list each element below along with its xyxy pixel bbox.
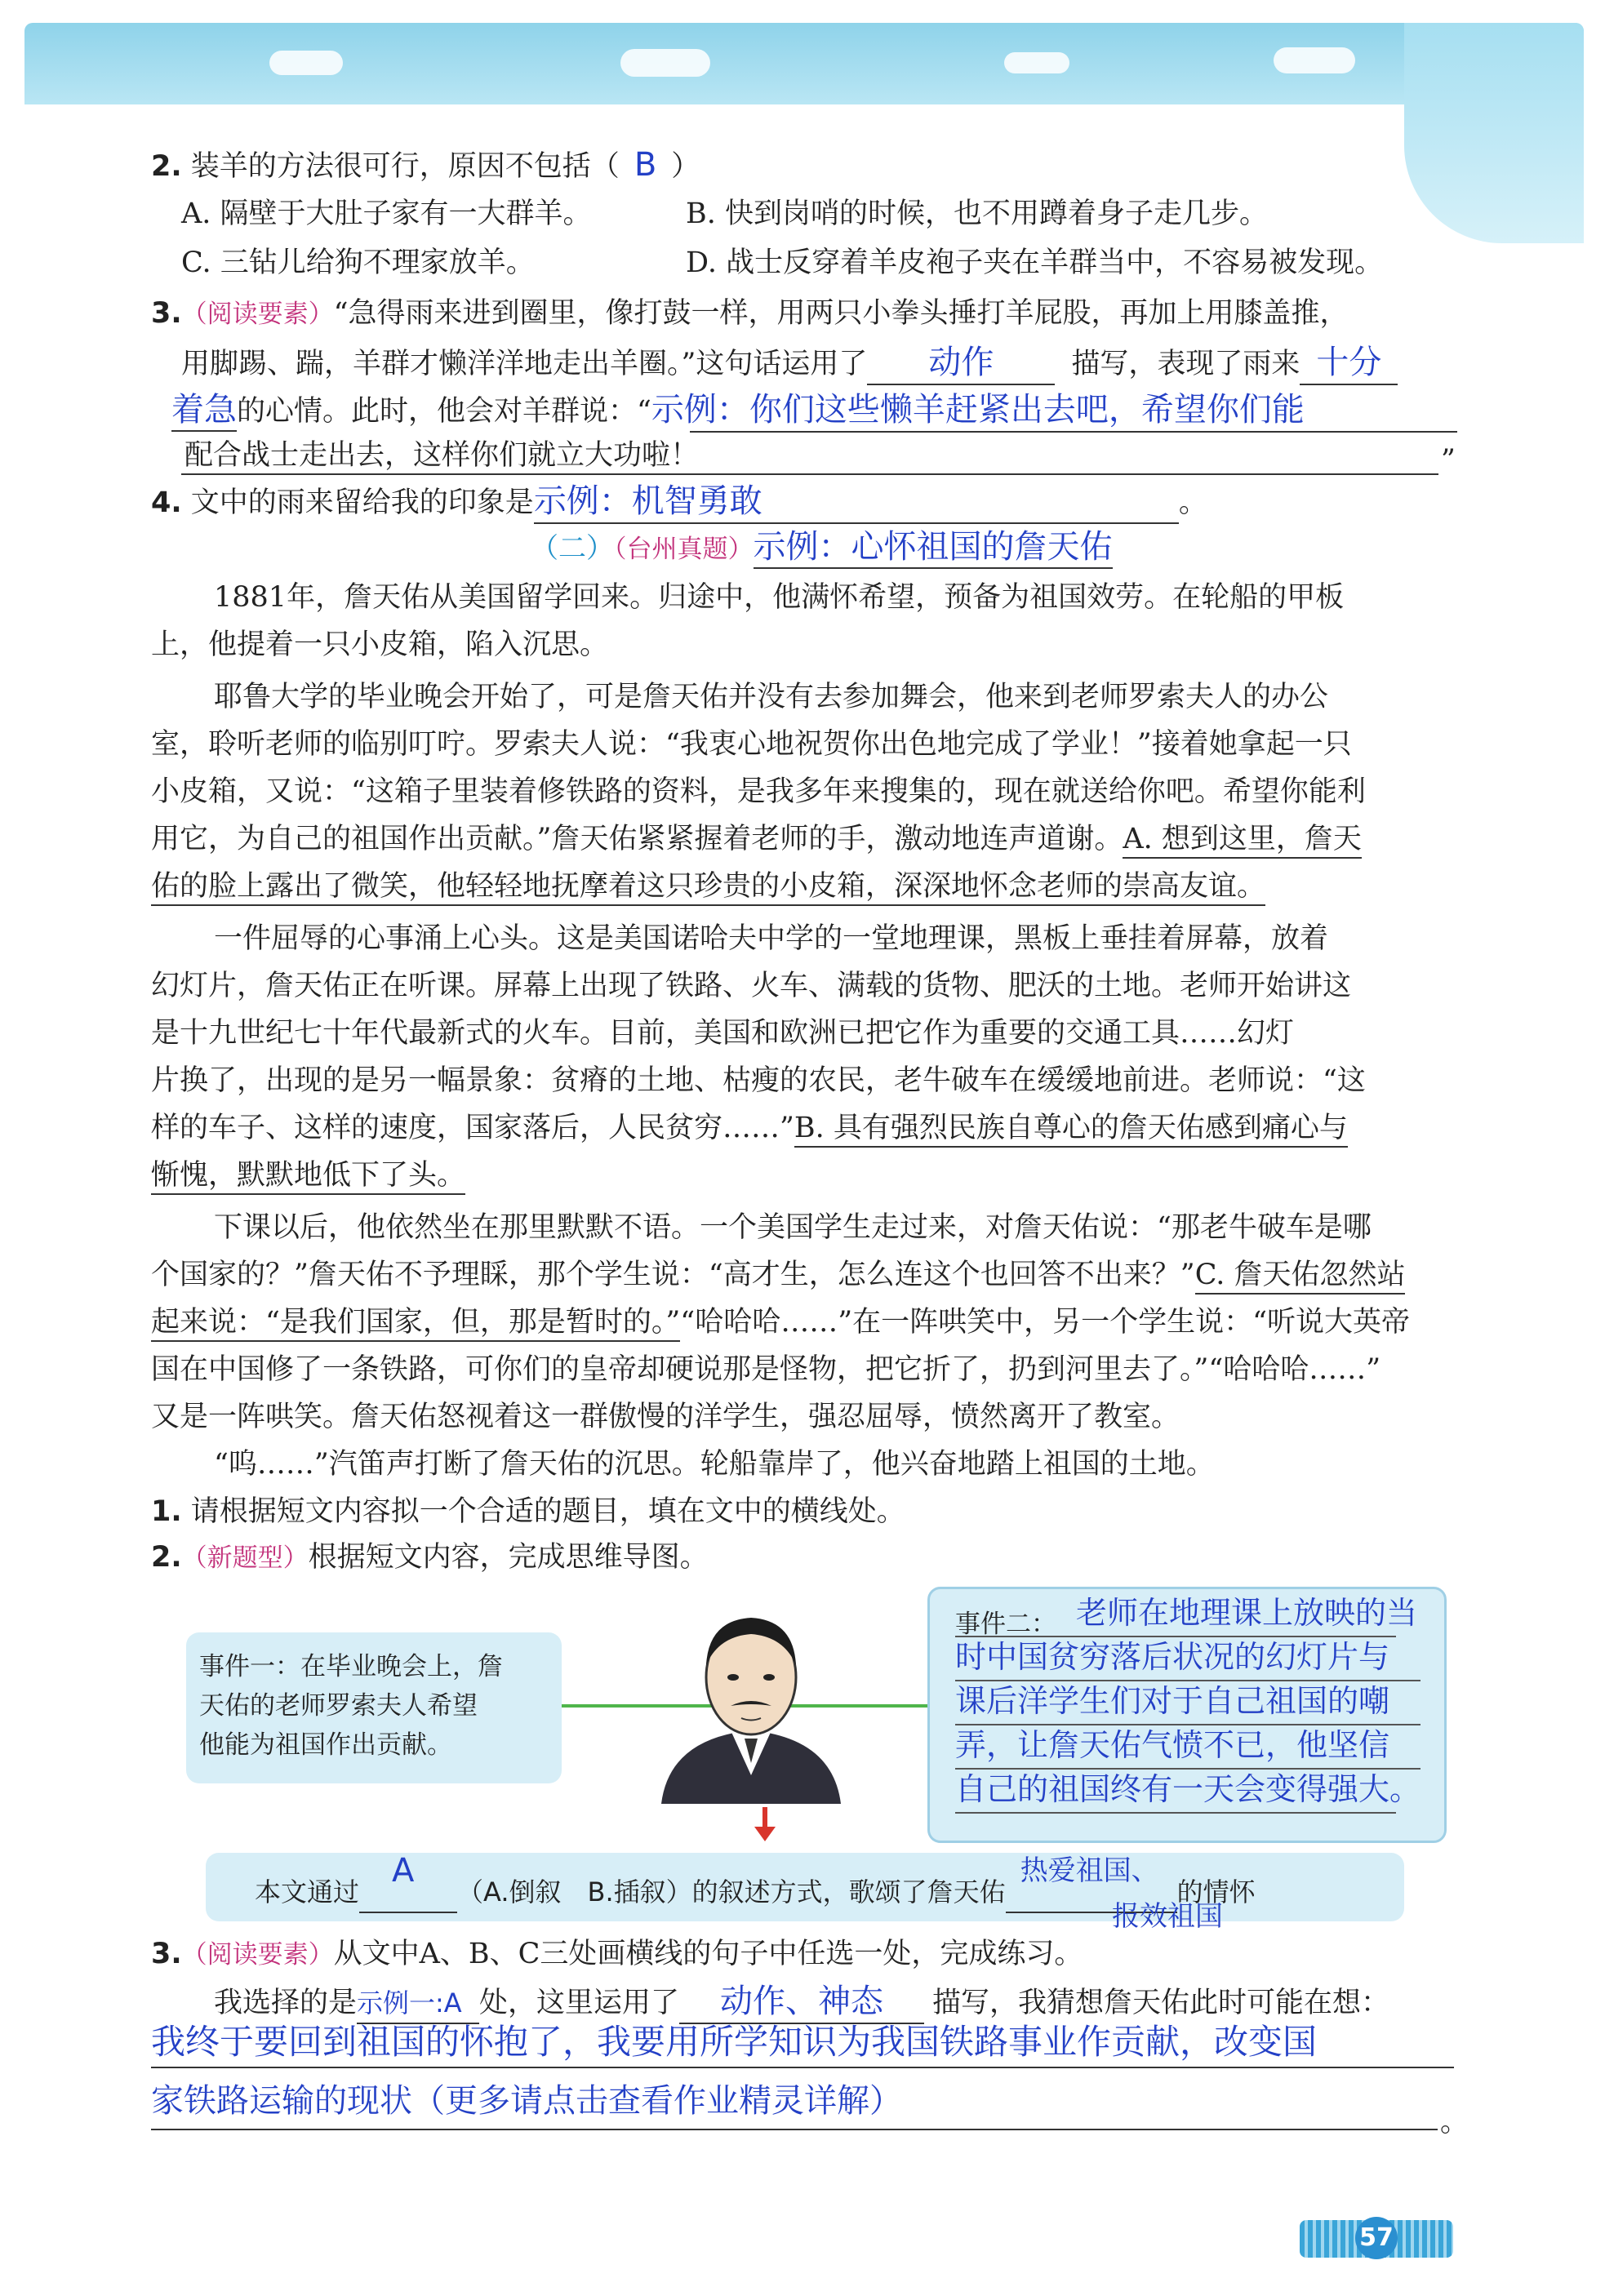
summary-answer-feeling-b: 报效祖国 bbox=[1112, 1900, 1223, 1933]
passage-line: 耶鲁大学的毕业晚会开始了，可是詹天佑并没有去参加舞会，他来到老师罗索夫人的办公 bbox=[214, 681, 1329, 713]
passage-line: 一件屈辱的心事涌上心头。这是美国诺哈夫中学的一堂地理课，黑板上垂挂着屏幕，放着 bbox=[214, 922, 1329, 955]
section2-heading: （二）（台州真题）示例：心怀祖国的詹天佑 bbox=[531, 527, 1113, 569]
passage-line: 又是一阵哄笑。詹天佑怒视着这一群傲慢的洋学生，强忍屈辱，愤然离开了教室。 bbox=[151, 1401, 1180, 1433]
q2-option-b: B. 快到岗哨的时候，也不用蹲着身子走几步。 bbox=[686, 198, 1268, 230]
q3-line3: 着急的心情。此时，他会对羊群说：“示例：你们这些懒羊赶紧出去吧，希望你们能 bbox=[171, 390, 1305, 431]
q3-answer-speech-b: 配合战士走出去，这样你们就立大功啦！ bbox=[185, 439, 700, 472]
arrow-down-icon bbox=[762, 1807, 767, 1828]
q2-stem: 2. 装羊的方法很可行，原因不包括（ B ） bbox=[151, 146, 700, 184]
cloud-decoration bbox=[269, 51, 343, 75]
answer-line bbox=[690, 431, 1457, 433]
q3-answer-feeling-a: 十分 bbox=[1316, 344, 1382, 381]
summary-line: 本文通过 A （A.倒叙 B.插叙）的叙述方式，歌颂了詹天佑 热爱祖国、 的情怀 bbox=[255, 1872, 1256, 1913]
passage-line bbox=[151, 1156, 465, 1195]
cloud-decoration bbox=[1004, 52, 1069, 73]
q4-answer: 示例：机智勇敢 bbox=[533, 482, 762, 520]
event2-line: 自己的祖国终有一天会变得强大。 bbox=[955, 1771, 1421, 1807]
passage-line: 下课以后，他依然坐在那里默默不语。一个美国学生走过来，对詹天佑说：“那老牛破车是哪 bbox=[214, 1211, 1372, 1244]
q3-line2: 用脚踢、踹，羊群才懒洋洋地走出羊圈。”这句话运用了 动作 描写，表现了雨来 十分 bbox=[181, 343, 1398, 385]
q2-answer: B bbox=[634, 146, 657, 184]
passage-line: 起来说：“是我们国家，但，那是暂时的。”“哈哈哈……”在一阵哄笑中，另一个学生说：“听说大英帝 bbox=[151, 1303, 1410, 1342]
event2-line: 老师在地理课上放映的当 bbox=[1076, 1595, 1418, 1631]
answer-line bbox=[955, 1812, 1396, 1814]
passage-line: 样的车子、这样的速度，国家落后，人民贫穷……”B. 具有强烈民族自尊心的詹天佑感到痛心与 bbox=[151, 1108, 1348, 1148]
cloud-decoration bbox=[1274, 47, 1355, 73]
portrait-zhan-tianyou bbox=[645, 1600, 857, 1804]
answer-line bbox=[955, 1724, 1420, 1725]
answer-line bbox=[955, 1768, 1420, 1770]
answer-line bbox=[151, 2129, 1438, 2130]
mindmap-event1-box: 事件一：在毕业晚会上，詹 天佑的老师罗索夫人希望 他能为祖国作出贡献。 bbox=[186, 1632, 562, 1783]
event2-label: 事件二： bbox=[955, 1610, 1056, 1639]
q3-tag: （阅读要素） bbox=[181, 300, 334, 329]
summary-answer-feeling-a: 热爱祖国、 bbox=[1020, 1854, 1159, 1887]
page-number: 57 bbox=[1355, 2217, 1398, 2259]
s2-q3-end: 。 bbox=[1440, 2106, 1469, 2138]
passage-line: 幻灯片，詹天佑正在听课。屏幕上出现了铁路、火车、满载的货物、肥沃的土地。老师开始讲这 bbox=[151, 970, 1352, 1002]
q2-option-c: C. 三钻儿给狗不理家放羊。 bbox=[181, 246, 535, 279]
passage-line bbox=[151, 867, 1265, 906]
s2-q3-answer-line1: 我终于要回到祖国的怀抱了，我要用所学知识为我国铁路事业作贡献，改变国 bbox=[151, 2022, 1318, 2062]
passage-line: “呜……”汽笛声打断了詹天佑的沉思。轮船靠岸了，他兴奋地踏上祖国的土地。 bbox=[214, 1448, 1215, 1481]
answer-line bbox=[955, 1680, 1420, 1681]
s2-q3-answer-method: 动作、神态 bbox=[720, 1983, 884, 2020]
underlined-sentence-b: B. 具有强烈民族自尊心的詹天佑感到痛心与 bbox=[794, 1112, 1348, 1148]
passage-line: 小皮箱，又说：“这箱子里装着修铁路的资料，是我多年来搜集的，现在就送给你吧。希望你能利 bbox=[151, 775, 1366, 808]
passage-line: 国在中国修了一条铁路，可你们的皇帝却硬说那是怪物，把它折了，扔到河里去了。”“哈哈哈……” bbox=[151, 1353, 1381, 1386]
section2-title-answer: 示例：心怀祖国的詹天佑 bbox=[754, 528, 1113, 569]
answer-line bbox=[181, 473, 1438, 475]
summary-answer-method: A bbox=[392, 1852, 415, 1890]
cloud-decoration bbox=[620, 49, 710, 77]
s2-q3-answer-line2: 家铁路运输的现状（更多请点击查看作业精灵详解） bbox=[151, 2082, 902, 2120]
s2-q2: 2.（新题型）根据短文内容，完成思维导图。 bbox=[151, 1541, 709, 1574]
q3-answer-feeling-b: 着急 bbox=[171, 391, 237, 432]
passage-line: 上，他提着一只小皮箱，陷入沉思。 bbox=[151, 628, 609, 661]
underlined-sentence-c: C. 詹天佑忽然站 bbox=[1195, 1259, 1406, 1295]
event2-line: 弄，让詹天佑气愤不已，他坚信 bbox=[955, 1727, 1390, 1763]
s2-q1: 1. 请根据短文内容拟一个合适的题目，填在文中的横线处。 bbox=[151, 1495, 905, 1528]
q2-option-d: D. 战士反穿着羊皮袍子夹在羊群当中，不容易被发现。 bbox=[686, 246, 1384, 279]
s2-q3-answer-choice: 示例一:A bbox=[357, 1987, 462, 2018]
q3-close-quote: ” bbox=[1441, 444, 1456, 477]
s2-q3: 3.（阅读要素）从文中A、B、C三处画横线的句子中任选一处，完成练习。 bbox=[151, 1938, 1083, 1970]
q3-answer-speech-a: 示例：你们这些懒羊赶紧出去吧，希望你们能 bbox=[651, 391, 1305, 429]
passage-line: 是十九世纪七十年代最新式的火车。目前，美国和欧洲已把它作为重要的交通工具……幻灯 bbox=[151, 1017, 1295, 1050]
answer-line bbox=[955, 1636, 1396, 1637]
header-banner-corner bbox=[1404, 23, 1584, 243]
event2-line: 课后洋学生们对于自己祖国的嘲 bbox=[955, 1683, 1390, 1719]
arrow-down-head-icon bbox=[754, 1827, 776, 1841]
underlined-sentence-c-cont: 起来说：“是我们国家，但，那是暂时的。” bbox=[151, 1306, 680, 1342]
passage-line: 室，聆听老师的临别叮咛。罗索夫人说：“我衷心地祝贺你出色地完成了学业！”接着她拿起一只 bbox=[151, 728, 1352, 761]
answer-line bbox=[151, 2067, 1454, 2068]
passage-line: 个国家的？”詹天佑不予理睬，那个学生说：“高才生，怎么连这个也回答不出来？”C. 詹天佑忽然站 bbox=[151, 1255, 1405, 1295]
passage-line: 片换了，出现的是另一幅景象：贫瘠的土地、枯瘦的农民，老牛破车在缓缓地前进。老师说：“这 bbox=[151, 1064, 1366, 1097]
s2-q3-line2: 我选择的是示例一:A 处，这里运用了 动作、神态 描写，我猜想詹天佑此时可能在想： bbox=[214, 1982, 1389, 2024]
q4-line: 4. 文中的雨来留给我的印象是示例：机智勇敢 。 bbox=[151, 482, 1207, 524]
q2-option-a: A. 隔壁于大肚子家有一大群羊。 bbox=[181, 198, 592, 230]
underlined-sentence-b-cont: 惭愧，默默地低下了头。 bbox=[151, 1159, 465, 1195]
event2-line: 时中国贫穷落后状况的幻灯片与 bbox=[955, 1639, 1390, 1675]
passage-line: 1881年，詹天佑从美国留学回来。归途中，他满怀希望，预备为祖国效劳。在轮船的甲板 bbox=[214, 581, 1345, 614]
underlined-sentence-a: A. 想到这里，詹天 bbox=[1123, 823, 1362, 859]
passage-line: 用它，为自己的祖国作出贡献。”詹天佑紧紧握着老师的手，激动地连声道谢。A. 想到这里，詹天 bbox=[151, 819, 1362, 859]
q3-answer-method: 动作 bbox=[928, 344, 994, 381]
q3-line1: 3.（阅读要素）“急得雨来进到圈里，像打鼓一样，用两只小拳头捶打羊屁股，再加上用膝盖推， bbox=[151, 297, 1349, 330]
underlined-sentence-a-cont: 佑的脸上露出了微笑，他轻轻地抚摩着这只珍贵的小皮箱，深深地怀念老师的崇高友谊。 bbox=[151, 870, 1265, 906]
